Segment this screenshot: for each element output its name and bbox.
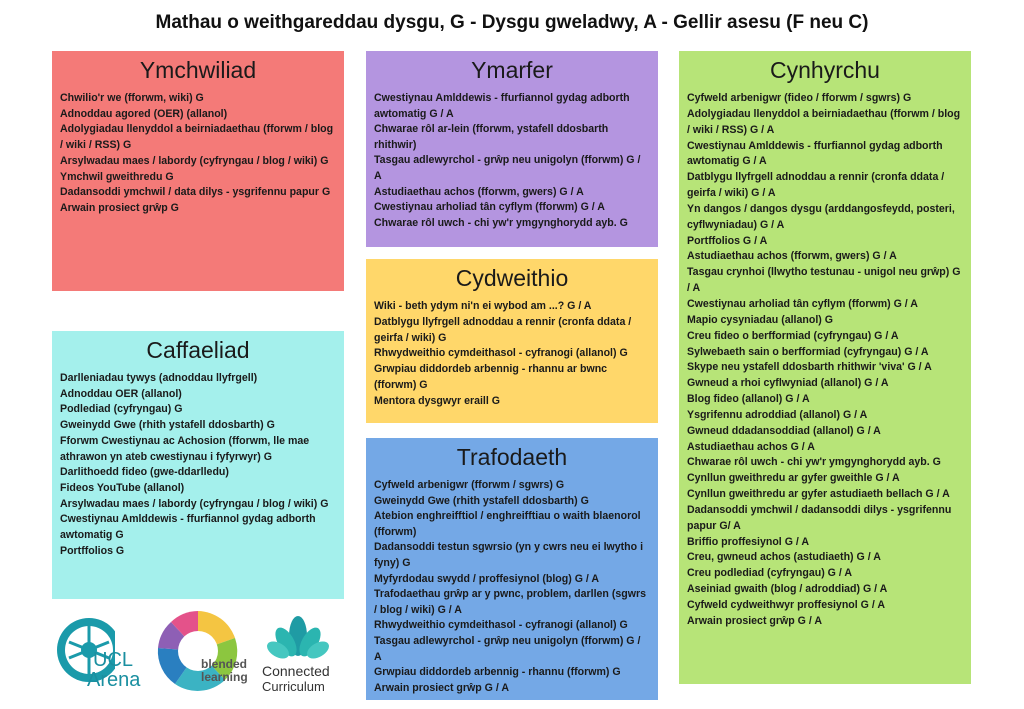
list-item: Adnoddau OER (allanol) (60, 387, 182, 400)
list-item: Chwarae rôl uwch - chi yw'r ymgynghorydd ayb. G (374, 216, 628, 229)
list-item: Trafodaethau grŵp ar y pwnc, problem, darllen (sgwrs / blog / wiki) G / A (374, 588, 646, 616)
list-item: Cyfweld arbenigwr (fideo / fforwm / sgwrs) G (687, 92, 912, 104)
ucl-arena-logo (55, 612, 150, 697)
list-item: Grwpiau diddordeb arbennig - rhannu (fforwm) G (374, 666, 621, 679)
list-item: Dadansoddi ymchwil / dadansoddi dilys - ysgrifennu papur G/ A (687, 503, 952, 532)
ymarfer-list (374, 91, 650, 231)
list-item: Astudiaethau achos (fforwm, gwers) G / A (374, 185, 584, 198)
list-item: Ysgrifennu adroddiad (allanol) G / A (687, 408, 868, 421)
list-item: Podlediad (cyfryngau) G (60, 403, 183, 416)
cynhyrchu-heading: Cynhyrchu (770, 57, 880, 83)
caffaeliad-box (52, 331, 344, 599)
list-item: Cwestiynau arholiad tân cyflym (fforwm) G / A (687, 297, 918, 310)
ymarfer-box (366, 51, 658, 247)
list-item: Fforwm Cwestiynau ac Achosion (fforwm, lle mae athrawon yn ateb cwestiynau i fyfyrwyr) G (60, 434, 310, 463)
list-item: Mapio cysyniadau (allanol) G (687, 313, 833, 326)
list-item: Gweinydd Gwe (rhith ystafell ddosbarth) G (60, 419, 275, 432)
list-item: Briffio proffesiynol G / A (687, 535, 810, 548)
list-item: Gwneud a rhoi cyflwyniad (allanol) G / A (687, 377, 889, 390)
list-item: Dadansoddi ymchwil / data dilys - ysgrifennu papur G (60, 186, 331, 199)
list-item: Mentora dysgwyr eraill G (374, 394, 500, 407)
list-item: Blog fideo (allanol) G / A (687, 393, 810, 406)
curriculum-text: Curriculum (262, 679, 325, 694)
ymchwiliad-box (52, 51, 344, 291)
list-item: Fideos YouTube (allanol) (60, 481, 185, 494)
connected-curriculum-logo (260, 614, 345, 700)
list-item: Astudiaethau achos G / A (687, 440, 815, 453)
list-item: Arwain prosiect grŵp G / A (374, 681, 509, 694)
list-item: Cynllun gweithredu ar gyfer astudiaeth bellach G / A (687, 488, 950, 501)
list-item: Atebion enghreifftiol / enghreifftiau o waith blaenorol (fforwm) (374, 510, 641, 538)
list-item: Ymchwil gweithredu G (60, 170, 174, 183)
list-item: Tasgau adlewyrchol - grŵp neu unigolyn (fforwm) G / A (374, 154, 641, 182)
list-item: Arwain prosiect grŵp G (60, 201, 179, 214)
learning-text: learning (201, 670, 248, 684)
list-item: Arsylwadau maes / labordy (cyfryngau / blog / wiki) G (60, 154, 329, 167)
list-item: Grwpiau diddordeb arbennig - rhannu ar bwnc (fforwm) G (374, 363, 608, 391)
list-item: Darlleniadau tywys (adnoddau llyfrgell) (60, 372, 258, 384)
list-item: Cyfweld cydweithwyr proffesiynol G / A (687, 599, 885, 611)
list-item: Cynllun gweithredu ar gyfer gweithle G / A (687, 472, 900, 485)
cydweithio-box (366, 259, 658, 423)
blended-text: blended (201, 657, 248, 671)
list-item: Arsylwadau maes / labordy (cyfryngau / blog / wiki) G (60, 497, 329, 510)
list-item: Darlithoedd fideo (gwe-ddarlledu) (60, 466, 229, 479)
list-item: Sylwebaeth sain o berfformiad (cyfryngau) G / A (687, 345, 929, 358)
cynhyrchu-list (687, 91, 963, 630)
list-item: Astudiaethau achos (fforwm, gwers) G / A (687, 250, 897, 263)
ymarfer-heading: Ymarfer (471, 57, 553, 83)
list-item: Gweinydd Gwe (rhith ystafell ddosbarth) G (374, 494, 589, 507)
list-item: Creu, gwneud achos (astudiaeth) G / A (687, 551, 881, 564)
list-item: Cwestiynau Amlddewis - ffurfiannol gydag adborth awtomatig G / A (374, 92, 630, 120)
list-item: Aseiniad gwaith (blog / adroddiad) G / A (687, 583, 888, 596)
list-item: Creu fideo o berfformiad (cyfryngau) G / A (687, 329, 899, 342)
list-item: Skype neu ystafell ddosbarth rhithwir 'viva' G / A (687, 361, 932, 374)
logos-area (55, 608, 345, 700)
list-item: Cwestiynau Amlddewis - ffurfiannol gydag adborth awtomatig G / A (687, 139, 943, 168)
list-item: Arwain prosiect grŵp G / A (687, 614, 822, 627)
cydweithio-heading: Cydweithio (455, 265, 569, 291)
lotus-icon (260, 614, 345, 664)
page-title: Mathau o weithgareddau dysgu, G - Dysgu gweladwy, A - Gellir asesu (F neu C) (155, 12, 869, 33)
cydweithio-list (374, 299, 650, 410)
ymchwiliad-list (60, 91, 336, 217)
list-item: Chwarae rôl uwch - chi yw'r ymgynghorydd ayb. G (687, 456, 941, 469)
list-item: Rhwydweithio cymdeithasol - cyfranogi (allanol) G (374, 619, 628, 632)
list-item: Chwarae rôl ar-lein (fforwm, ystafell ddosbarth rhithwir) (374, 123, 609, 151)
caffaeliad-list (60, 371, 336, 559)
list-item: Dadansoddi testun sgwrsio (yn y cwrs neu ei lwytho i fyny) G (374, 541, 644, 569)
cynhyrchu-box (679, 51, 971, 684)
blended-learning-logo (155, 608, 255, 700)
list-item: Adolygiadau llenyddol a beirniadaethau (fforwm / blog / wiki / RSS) G (60, 123, 334, 152)
list-item: Adolygiadau llenyddol a beirniadaethau (fforwm / blog / wiki / RSS) G / A (687, 107, 961, 136)
list-item: Cyfweld arbenigwr (fforwm / sgwrs) G (374, 479, 565, 491)
list-item: Tasgau adlewyrchol - grŵp neu unigolyn (fforwm) G / A (374, 634, 641, 663)
trafodaeth-list (374, 478, 650, 696)
trafodaeth-box (366, 438, 658, 700)
list-item: Datblygu llyfrgell adnoddau a rennir (cronfa ddata / geirfa / wiki) G (374, 315, 632, 344)
list-item: Myfyrdodau swydd / proffesiynol (blog) G / A (374, 572, 600, 585)
list-item: Datblygu llyfrgell adnoddau a rennir (cronfa ddata / geirfa / wiki) G / A (687, 171, 945, 200)
list-item: Yn dangos / dangos dysgu (arddangosfeydd, posteri, cyflwyniadau) G / A (687, 202, 955, 231)
list-item: Portffolios G / A (687, 234, 768, 247)
list-item: Creu podlediad (cyfryngau) G / A (687, 567, 853, 580)
list-item: Adnoddau agored (OER) (allanol) (60, 107, 228, 120)
list-item: Rhwydweithio cymdeithasol - cyfranogi (allanol) G (374, 347, 628, 360)
list-item: Cwestiynau arholiad tân cyflym (fforwm) G / A (374, 201, 605, 214)
ymchwiliad-heading: Ymchwiliad (139, 57, 257, 83)
ucl-text: UCL (93, 649, 134, 671)
connected-text: Connected (262, 663, 330, 679)
arena-text: Arena (87, 669, 141, 691)
list-item: Wiki - beth ydym ni'n ei wybod am ...? G / A (374, 300, 592, 312)
caffaeliad-heading: Caffaeliad (146, 337, 250, 363)
list-item: Portffolios G (60, 544, 125, 557)
list-item: Tasgau crynhoi (llwytho testunau - unigol neu grŵp) G / A (687, 266, 961, 295)
trafodaeth-heading: Trafodaeth (456, 444, 568, 470)
list-item: Gwneud ddadansoddiad (allanol) G / A (687, 424, 881, 437)
list-item: Cwestiynau Amlddewis - ffurfiannol gydag adborth awtomatig G (60, 513, 316, 542)
list-item: Chwilio'r we (fforwm, wiki) G (60, 92, 204, 104)
